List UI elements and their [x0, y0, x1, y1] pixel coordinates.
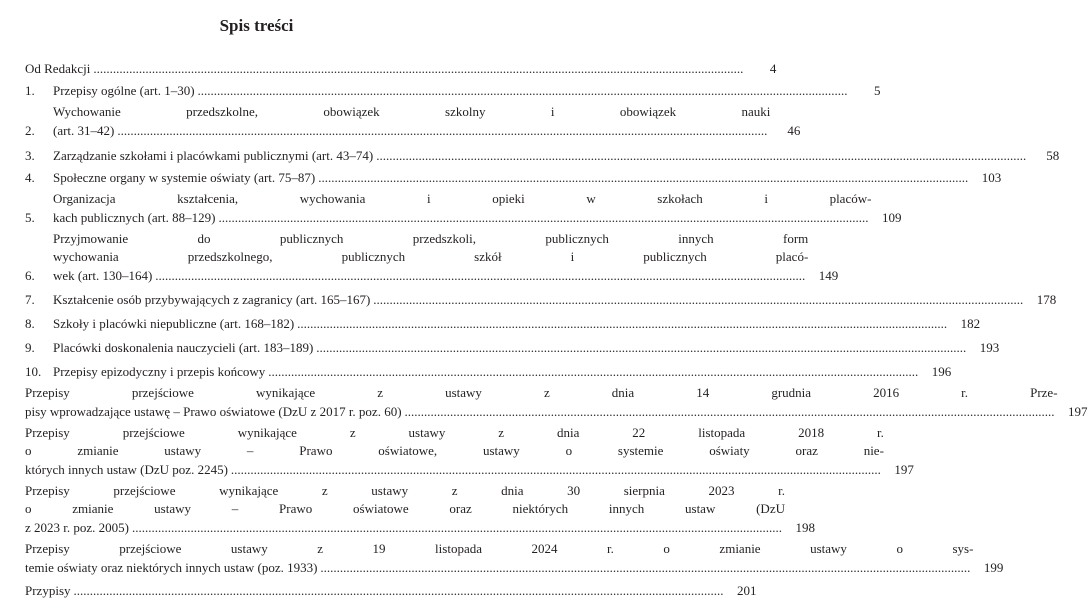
dot-leader: ........................................................................................................................................................................................................ [230, 461, 881, 477]
toc-entry-number: 7. [25, 291, 35, 307]
toc-entry[interactable] [25, 169, 1002, 187]
toc-page-number: 103 [981, 169, 1002, 185]
toc-entry-text [25, 60, 746, 78]
dot-leader: ........................................................................................................................................................................................................ [197, 82, 848, 98]
toc-entry[interactable] [25, 230, 839, 285]
toc-page-number: 193 [979, 339, 1000, 355]
toc-entry-line: Kształcenie osób przybywających z zagranicy (art. 165–167) [53, 291, 371, 307]
dot-leader: ........................................................................................................................................................................................................ [93, 60, 744, 76]
toc-entry-number: 5. [25, 209, 35, 225]
toc-entry-line: Zarządzanie szkołami i placówkami publicznymi (art. 43–74) [53, 147, 374, 163]
toc-page-number: 109 [881, 209, 902, 225]
toc-page-number: 201 [737, 582, 757, 598]
dot-leader: ........................................................................................................................................................................................................ [73, 582, 724, 598]
toc-entry-line: Przepisy przejściowe ustawy z 19 listopada 2024 r. o zmianie ustawy o sys- [25, 541, 974, 557]
toc-entry-number: 9. [25, 339, 35, 355]
toc-entry-text [53, 169, 971, 187]
dot-leader: ........................................................................................................................................................................................................ [373, 291, 1024, 307]
dot-leader: ........................................................................................................................................................................................................ [404, 403, 1055, 419]
toc-entry-text [25, 540, 973, 577]
toc-entry-text [53, 103, 770, 140]
toc-page-number: 149 [818, 267, 839, 283]
toc-entry-line: Przepisy przejściowe wynikające z ustawy z dnia 22 listopada 2018 r. [25, 424, 884, 440]
toc-entry-text [53, 190, 871, 227]
dot-leader: ........................................................................................................................................................................................................ [316, 339, 967, 355]
toc-page-number: 182 [960, 315, 981, 331]
dot-leader: ........................................................................................................................................................................................................ [320, 559, 971, 575]
toc-entry[interactable] [25, 291, 1057, 309]
toc-entry[interactable] [25, 147, 1060, 165]
toc-page-number: 5 [874, 82, 881, 98]
toc-entry-text [53, 291, 1026, 309]
toc-entry[interactable] [25, 339, 1000, 357]
toc-entry-number: 6. [25, 267, 35, 283]
toc-entry[interactable] [25, 60, 777, 78]
toc-entry[interactable] [25, 582, 757, 600]
toc-entry[interactable] [25, 540, 1004, 577]
toc-entry[interactable] [25, 103, 801, 140]
dot-leader: ........................................................................................................................................................................................................ [318, 169, 969, 185]
toc-entry-text [53, 339, 969, 357]
toc-entry-line: wek (art. 130–164) [53, 267, 153, 283]
toc-entry-number: 4. [25, 169, 35, 185]
toc-page-number: 178 [1036, 291, 1057, 307]
toc-entry-line: Przyjmowanie do publicznych przedszkoli, publicznych innych form [53, 230, 809, 246]
toc-entry[interactable] [25, 384, 1088, 421]
toc-entry-line: Przypisy [25, 582, 71, 598]
toc-entry-line: Wychowanie przedszkolne, obowiązek szkolny i obowiązek nauki [53, 104, 771, 120]
dot-leader: ........................................................................................................................................................................................................ [117, 122, 768, 138]
dot-leader: ........................................................................................................................................................................................................ [218, 209, 869, 225]
toc-entry-line: których innych ustaw (DzU poz. 2245) [25, 461, 228, 477]
toc-entry-number: 2. [25, 122, 35, 138]
dot-leader: ........................................................................................................................................................................................................ [297, 315, 948, 331]
toc-entry-text [53, 82, 851, 100]
toc-entry-line: kach publicznych (art. 88–129) [53, 209, 216, 225]
toc-page-number: 197 [894, 461, 914, 477]
toc-entry-line: Przepisy ogólne (art. 1–30) [53, 82, 195, 98]
toc-entry-line: Przepisy przejściowe wynikające z ustawy z dnia 14 grudnia 2016 r. Prze- [25, 385, 1058, 401]
toc-entry-line: Przepisy przejściowe wynikające z ustawy z dnia 30 sierpnia 2023 r. [25, 482, 785, 498]
toc-entry-text [53, 230, 808, 285]
toc-entry-text [25, 482, 785, 537]
toc-entry-line: o zmianie ustawy – Prawo oświatowe oraz niektórych innych ustaw (DzU [25, 501, 785, 517]
toc-entry-line: o zmianie ustawy – Prawo oświatowe, ustawy o systemie oświaty oraz nie- [25, 443, 884, 459]
toc-entry-line: Przepisy epizodyczny i przepis końcowy [53, 363, 266, 379]
toc-entry-number: 8. [25, 315, 35, 331]
dot-leader: ........................................................................................................................................................................................................ [131, 519, 782, 535]
toc-entry[interactable] [25, 315, 981, 333]
toc-entry[interactable] [25, 190, 902, 227]
toc-entry-line: Od Redakcji [25, 60, 91, 76]
dot-leader: ........................................................................................................................................................................................................ [268, 363, 919, 379]
toc-entry-line: Organizacja kształcenia, wychowania i opieki w szkołach i placów- [53, 191, 872, 207]
toc-page-number: 196 [931, 363, 952, 379]
toc-entry[interactable] [25, 363, 952, 381]
toc-page-number: 58 [1046, 147, 1060, 163]
toc-entry[interactable] [25, 424, 914, 479]
toc-entry-text [53, 363, 921, 381]
dot-leader: ........................................................................................................................................................................................................ [376, 147, 1027, 163]
toc-entry-number: 1. [25, 82, 35, 98]
toc-entry-line: Szkoły i placówki niepubliczne (art. 168–182) [53, 315, 295, 331]
toc-entry-line: temie oświaty oraz niektórych innych ustaw (poz. 1933) [25, 559, 318, 575]
toc-entry-line: wychowania przedszkolnego, publicznych szkół i publicznych placó- [53, 249, 809, 265]
toc-page-number: 197 [1068, 403, 1088, 419]
toc-entry[interactable] [25, 482, 815, 537]
toc-entry-text [25, 582, 727, 600]
toc-page-number: 46 [787, 122, 801, 138]
toc-entry-line: Placówki doskonalenia nauczycieli (art. 183–189) [53, 339, 314, 355]
toc-entry-line: (art. 31–42) [53, 122, 115, 138]
toc-entry-line: pisy wprowadzające ustawę – Prawo oświatowe (DzU z 2017 r. poz. 60) [25, 403, 402, 419]
page-title: Spis treści [219, 16, 294, 35]
toc-entry-text [25, 384, 1058, 421]
dot-leader: ........................................................................................................................................................................................................ [155, 267, 806, 283]
toc-entry-line: z 2023 r. poz. 2005) [25, 519, 129, 535]
toc-entry[interactable] [25, 82, 881, 100]
toc-page-number: 4 [769, 60, 777, 76]
toc-entry-text [53, 315, 950, 333]
toc-page-number: 199 [983, 559, 1004, 575]
toc-entry-number: 10. [25, 363, 42, 379]
toc-page-number: 198 [795, 519, 815, 535]
toc-entry-number: 3. [25, 147, 35, 163]
toc-entry-line: Społeczne organy w systemie oświaty (art. 75–87) [53, 169, 316, 185]
toc-entry-text [25, 424, 884, 479]
toc-entry-text [53, 147, 1029, 165]
